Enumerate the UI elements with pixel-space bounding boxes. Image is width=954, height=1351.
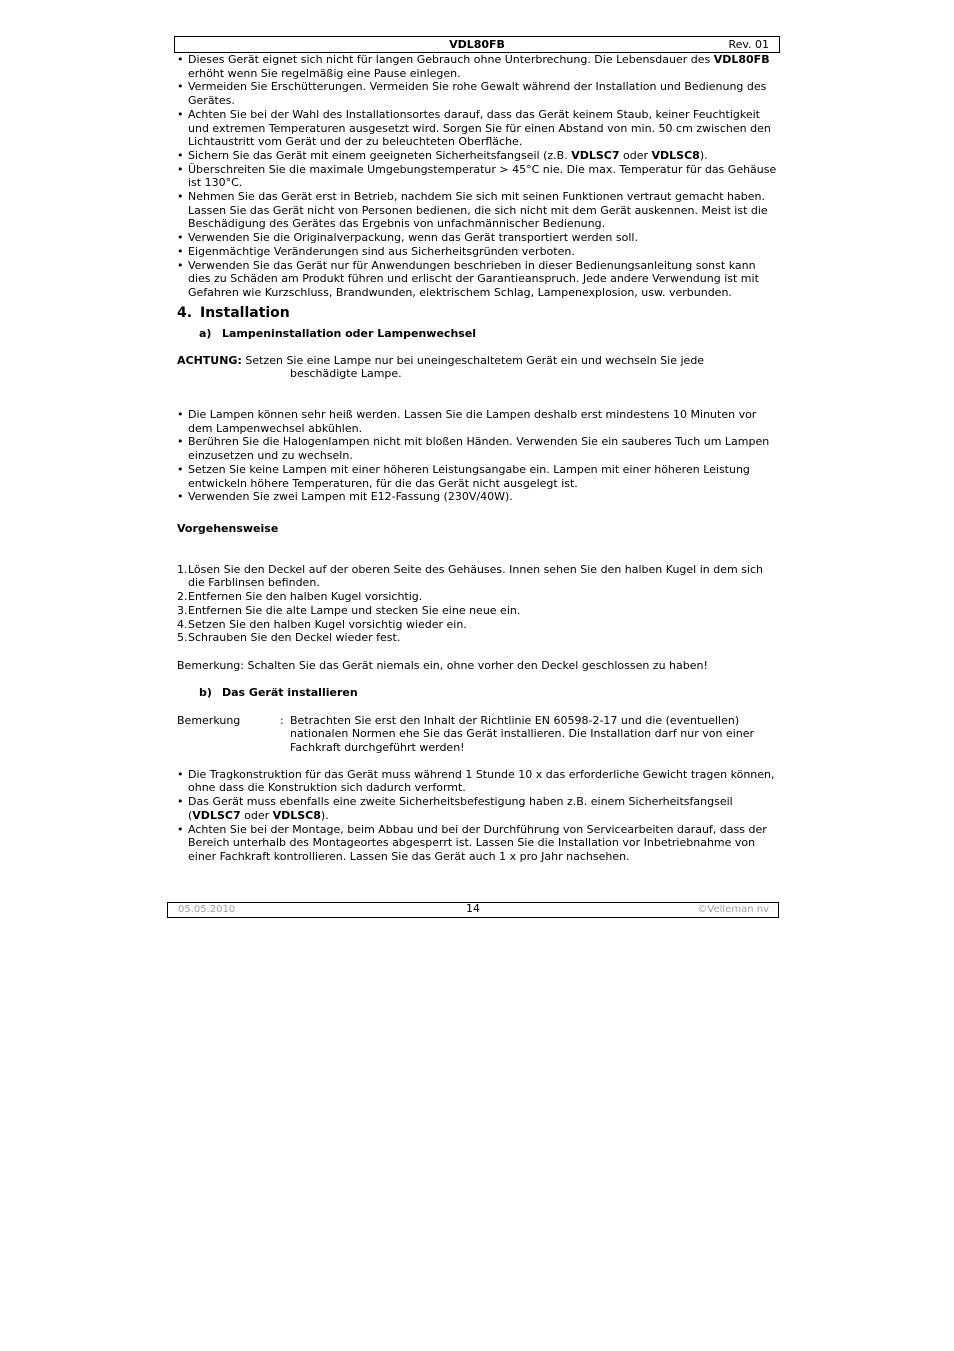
warning-text-line2: beschädigte Lampe. (290, 367, 402, 381)
list-item: • Verwenden Sie das Gerät nur für Anwendungen beschrieben in dieser Bedienungsanleitung sonst kann dies zu Schäden am Produkt führen und erlischt der Garantieanspruch. Jede andere Verwendung ist mit Gefahren wie Kurzschluss, Brandwunden, elektrischem Schlag, Lampenexplosion, usw. verbunden. (177, 259, 777, 300)
install-bullet-list (177, 768, 777, 864)
list-item: • Achten Sie bei der Wahl des Installationsortes darauf, dass das Gerät keinem Staub, keiner Feuchtigkeit und extremen Temperaturen ausgesetzt wird. Sorgen Sie für einen Abstand von min. 50 cm zwischen den Lichtaustritt vom Gerät und der zu beleuchteten Oberfläche. (177, 108, 777, 149)
warning-text-line1: Setzen Sie eine Lampe nur bei uneingeschaltetem Gerät ein und wechseln Sie jede (241, 353, 705, 367)
list-item: • Nehmen Sie das Gerät erst in Betrieb, nachdem Sie sich mit seinen Funktionen vertraut gemacht haben. Lassen Sie das Gerät nicht von Personen bedienen, die sich nicht mit dem Gerät auskennen. Meist ist die Beschädigung des Gerätes das Ergebnis von unfachmännischer Bedienung. (177, 190, 777, 231)
list-item: • Eigenmächtige Veränderungen sind aus Sicherheitsgründen verboten. (177, 245, 777, 259)
remark-label: Bemerkung (177, 713, 241, 727)
safety-bullet-list (177, 53, 777, 300)
list-item: • Die Tragkonstruktion für das Gerät muss während 1 Stunde 10 x das erforderliche Gewicht tragen können, ohne dass die Konstruktion sich dadurch verformt. (177, 768, 777, 795)
remark-colon: : (280, 713, 284, 727)
page-content (177, 53, 777, 864)
section-number: 4. (177, 304, 193, 321)
subsection-b-title: Das Gerät installieren (222, 685, 358, 699)
list-item: • Vermeiden Sie Erschütterungen. Vermeiden Sie rohe Gewalt während der Installation und Bedienung des Gerätes. (177, 80, 777, 107)
warning-block (177, 354, 777, 381)
header-model: VDL80FB (449, 38, 505, 51)
procedure-step: 1. Lösen Sie den Deckel auf der oberen Seite des Gehäuses. Innen sehen Sie den halben Kugel in dem sich die Farblinsen befinden. (177, 562, 764, 590)
page-number: 14 (466, 902, 480, 915)
list-item: • Berühren Sie die Halogenlampen nicht mit bloßen Händen. Verwenden Sie ein sauberes Tuch um Lampen einzusetzen und zu wechseln. (177, 435, 777, 462)
subsection-a-letter: a) (199, 326, 212, 340)
subsection-a-title: Lampeninstallation oder Lampenwechsel (222, 326, 477, 340)
section-title: Installation (200, 304, 290, 321)
list-item: • Überschreiten Sie die maximale Umgebungstemperatur > 45°C nie. Die max. Temperatur für das Gehäuse ist 130°C. (177, 163, 777, 190)
procedure-note: Bemerkung: Schalten Sie das Gerät niemals ein, ohne vorher den Deckel geschlossen zu haben! (177, 658, 708, 672)
page-header (174, 36, 780, 53)
footer-date: 05.05.2010 (178, 904, 236, 915)
header-revision: Rev. 01 (728, 38, 769, 51)
subsection-a-heading (177, 327, 777, 341)
procedure-step: 5. Schrauben Sie den Deckel wieder fest. (177, 631, 401, 645)
procedure-steps (177, 563, 777, 645)
list-item: • Dieses Gerät eignet sich nicht für langen Gebrauch ohne Unterbrechung. Die Lebensdauer des VDL80FB erhöht wenn Sie regelmäßig eine Pause einlegen. (177, 53, 777, 80)
procedure-step: 4. Setzen Sie den halben Kugel vorsichtig wieder ein. (177, 617, 467, 631)
section-heading (177, 305, 777, 322)
list-item: • Verwenden Sie die Originalverpackung, wenn das Gerät transportiert werden soll. (177, 231, 777, 245)
lamp-bullet-list (177, 408, 777, 504)
subsection-b-heading (177, 686, 777, 700)
list-item: • Verwenden Sie zwei Lampen mit E12-Fassung (230V/40W). (177, 490, 777, 504)
subsection-b-letter: b) (199, 685, 212, 699)
footer-copyright: ©Velleman nv (697, 904, 769, 915)
list-item: • Die Lampen können sehr heiß werden. Lassen Sie die Lampen deshalb erst mindestens 10 Minuten vor dem Lampenwechsel abkühlen. (177, 408, 777, 435)
remark-text: Betrachten Sie erst den Inhalt der Richtlinie EN 60598-2-17 und die (eventuellen) nationalen Normen ehe Sie das Gerät installieren. Die Installation darf nur von einer Fachkraft durchgeführt werden! (290, 713, 755, 755)
procedure-title: Vorgehensweise (177, 521, 279, 535)
warning-label: ACHTUNG: (177, 353, 242, 367)
page-footer (167, 902, 779, 918)
list-item: • Setzen Sie keine Lampen mit einer höheren Leistungsangabe ein. Lampen mit einer höheren Leistung entwickeln höhere Temperaturen, für die das Gerät nicht ausgelegt ist. (177, 463, 777, 490)
list-item: • Das Gerät muss ebenfalls eine zweite Sicherheitsbefestigung haben z.B. einem Sicherheitsfangseil (VDLSC7 oder VDLSC8). (177, 795, 777, 822)
list-item: • Achten Sie bei der Montage, beim Abbau und bei der Durchführung von Servicearbeiten darauf, dass der Bereich unterhalb des Montageortes abgesperrt ist. Lassen Sie die Installation vor Inbetriebnahme von einer Fachkraft kontrollieren. Lassen Sie das Gerät auch 1 x pro Jahr nachsehen. (177, 823, 777, 864)
procedure-step: 3. Entfernen Sie die alte Lampe und stecken Sie eine neue ein. (177, 603, 521, 617)
procedure-step: 2. Entfernen Sie den halben Kugel vorsichtig. (177, 590, 423, 604)
list-item: • Sichern Sie das Gerät mit einem geeigneten Sicherheitsfangseil (z.B. VDLSC7 oder VDLSC8). (177, 149, 777, 163)
remark-block (177, 714, 777, 755)
